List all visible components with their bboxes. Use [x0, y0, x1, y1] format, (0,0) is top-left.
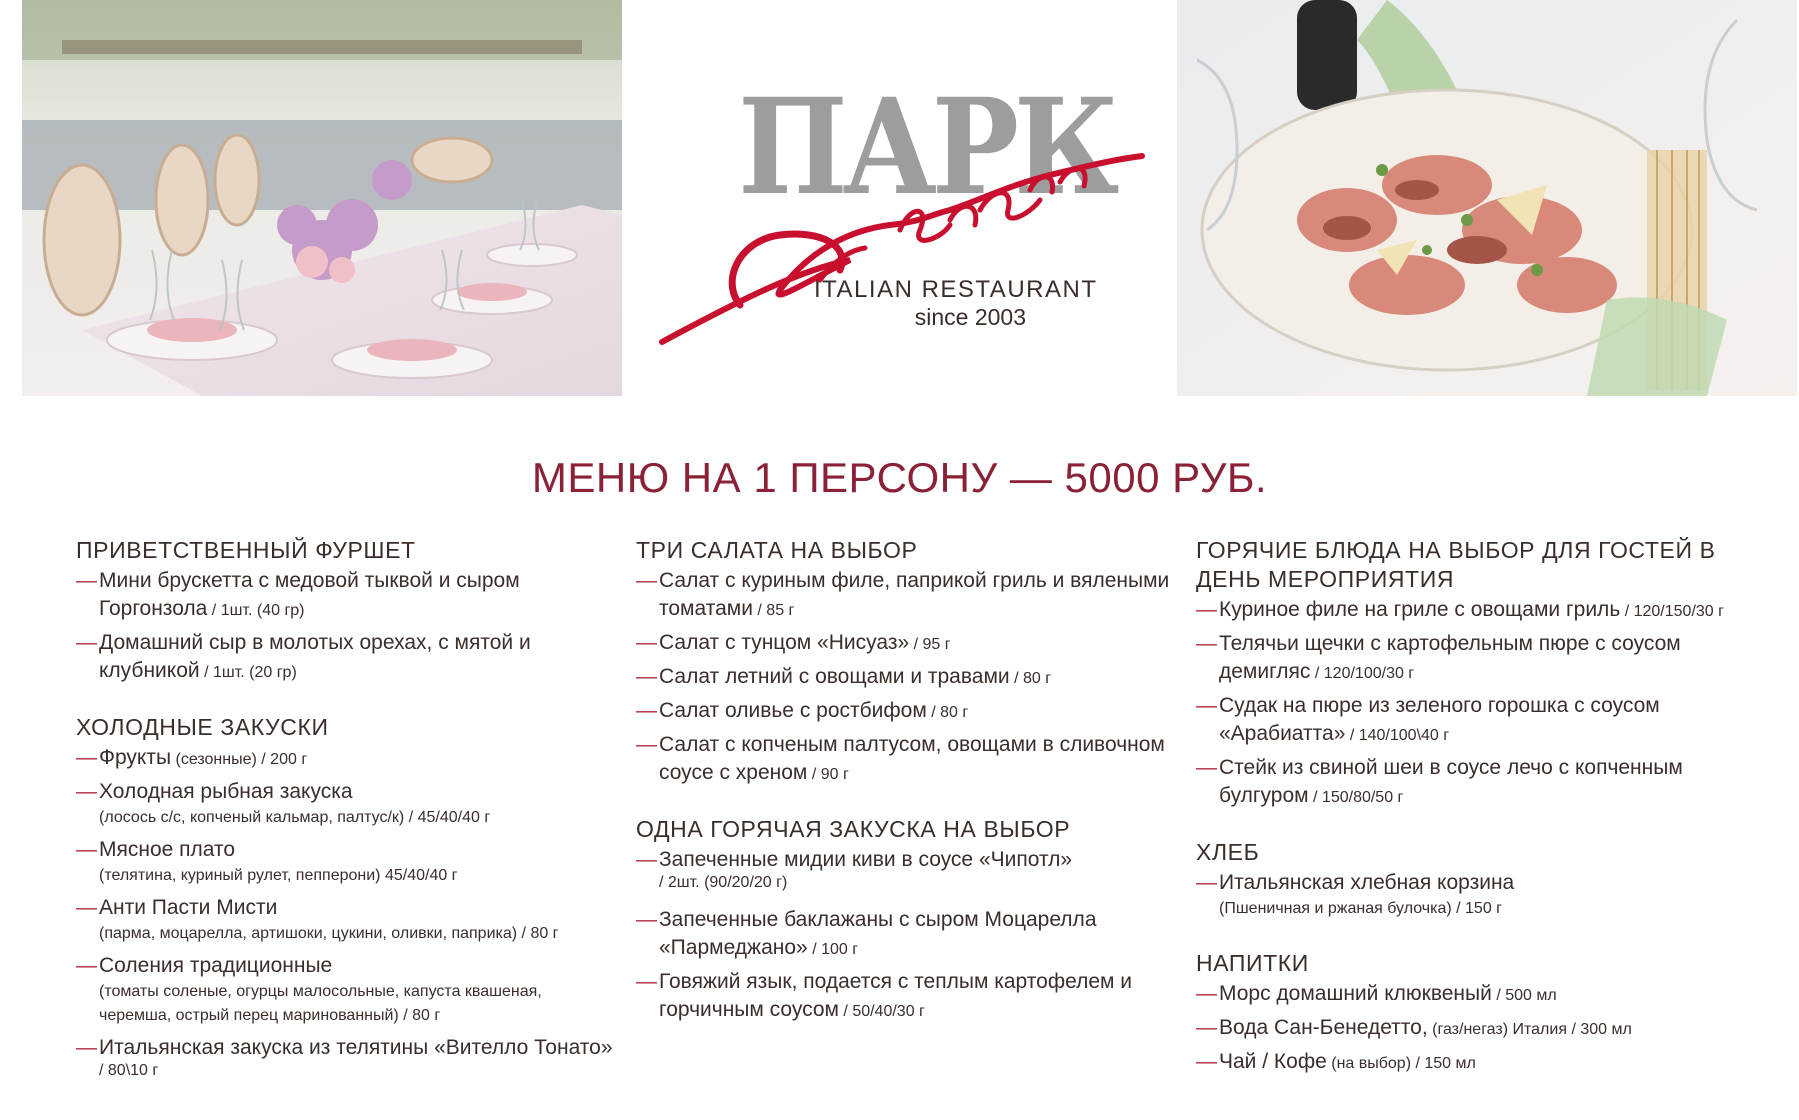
menu-section [1196, 838, 1766, 921]
item-name: Стейк из свиной шеи в соусе лечо с копченным булгуром [1219, 756, 1683, 807]
menu-item [636, 629, 1176, 657]
item-portion: / 90 г [811, 766, 849, 783]
item-portion: / 95 г [913, 636, 951, 653]
menu-item [1196, 980, 1766, 1008]
menu-item [76, 567, 616, 623]
menu-section [636, 536, 1176, 787]
item-name: Телячьи щечки с картофельным пюре с соусом демигляс [1219, 632, 1681, 683]
item-portion: / 80\10 г [99, 1062, 159, 1079]
item-name: Салат оливье с ростбифом [659, 699, 927, 722]
section-title: ГОРЯЧИЕ БЛЮДА НА ВЫБОР ДЛЯ ГОСТЕЙ В ДЕНЬ МЕРОПРИЯТИЯ [1196, 537, 1716, 592]
item-detail: (лосось с/с, копченый кальмар, палтус/к) [99, 809, 405, 826]
item-name: Вода Сан-Бенедетто, [1219, 1016, 1428, 1039]
restaurant-logo [650, 70, 1150, 360]
item-name: Салат с копченым палтусом, овощами в сливочном соусе с хреном [659, 733, 1165, 784]
logo-since: since 2003 [914, 304, 1026, 330]
menu-item [1196, 1048, 1766, 1076]
logo-script-signature [650, 130, 1150, 350]
item-portion: / 45/40/40 г [408, 809, 491, 826]
menu-item [76, 1034, 616, 1080]
item-portion: / 150 г [1456, 900, 1503, 917]
antipasto-plate-photo [1177, 0, 1797, 396]
item-portion: / 85 г [757, 602, 795, 619]
menu-title: МЕНЮ НА 1 ПЕРСОНУ — 5000 РУБ. [531, 454, 1268, 501]
item-detail: (газ/негаз) Италия [1432, 1021, 1567, 1038]
menu-item [1196, 630, 1766, 686]
item-name: Чай / Кофе [1219, 1050, 1327, 1073]
item-name: Судак на пюре из зеленого горошка с соусом «Арабиатта» [1219, 694, 1660, 745]
menu-item [1196, 754, 1766, 810]
menu-item [636, 663, 1176, 691]
item-name: Запеченные мидии киви в соусе «Чипотл» [659, 848, 1073, 871]
menu-item [636, 968, 1176, 1024]
item-name: Куриное филе на гриле с овощами гриль [1219, 598, 1621, 621]
item-detail: (Пшеничная и ржаная булочка) [1219, 900, 1452, 917]
menu-item [636, 567, 1176, 623]
menu-column-2 [636, 536, 1176, 1052]
item-portion: / 80 г [521, 925, 559, 942]
item-name: — Холодная рыбная закуска [99, 780, 353, 803]
menu-section [1196, 536, 1766, 810]
item-name: Мини брускетта с медовой тыквой и сыром Горгонзола [99, 569, 520, 620]
item-portion: / 120/150/30 г [1624, 603, 1724, 620]
section-title: НАПИТКИ [1196, 950, 1309, 976]
item-name: Салат с тунцом «Нисуаз» [659, 631, 910, 654]
menu-item [636, 846, 1176, 892]
item-portion: 45/40/40 г [384, 867, 458, 884]
menu-item [76, 629, 616, 685]
item-name: — Анти Пасти Мисти [99, 896, 278, 919]
section-title: ТРИ САЛАТА НА ВЫБОР [636, 537, 918, 563]
item-name: — Мясное плато [99, 838, 236, 861]
logo-subtitle: ITALIAN RESTAURANT [814, 276, 1098, 303]
menu-item [76, 744, 616, 772]
item-portion: / 2шт. (90/20/20 г) [659, 874, 788, 891]
menu-item [76, 894, 616, 946]
banquet-table-photo [22, 0, 622, 396]
menu-section [76, 536, 616, 685]
item-portion: / 80 г [931, 704, 969, 721]
item-name: Салат летний с овощами и травами [659, 665, 1010, 688]
item-name: Фрукты [99, 746, 172, 769]
item-detail: (парма, моцарелла, артишоки, цукини, оливки, паприка) [99, 925, 518, 942]
section-title: ХОЛОДНЫЕ ЗАКУСКИ [76, 714, 329, 740]
item-portion: / 1шт. (40 гр) [211, 602, 305, 619]
item-name: Говяжий язык, подается с теплым картофелем и горчичным соусом [659, 970, 1133, 1021]
item-portion: / 120/100/30 г [1314, 665, 1415, 682]
menu-item [76, 836, 616, 888]
menu-item [1196, 869, 1766, 921]
item-detail: (телятина, куриный рулет, пепперони) [99, 867, 381, 884]
item-portion: / 100 г [812, 941, 859, 958]
menu-item [76, 778, 616, 830]
item-detail: (на выбор) [1331, 1055, 1412, 1072]
menu-column-1 [76, 536, 616, 1108]
menu-item [1196, 1014, 1766, 1042]
item-portion: / 150 мл [1415, 1055, 1476, 1072]
item-name: Запеченные баклажаны с сыром Моцарелла «Пармеджано» [659, 908, 1097, 959]
item-portion: / 300 мл [1571, 1021, 1632, 1038]
section-title: ПРИВЕТСТВЕННЫЙ ФУРШЕТ [76, 537, 416, 563]
menu-item [636, 731, 1176, 787]
menu-item [636, 906, 1176, 962]
item-name: — Соления традиционные [99, 954, 333, 977]
menu-item [636, 697, 1176, 725]
item-portion: / 150/80/50 г [1313, 789, 1404, 806]
menu-item [1196, 596, 1766, 624]
item-portion: / 200 г [261, 751, 308, 768]
menu-section [1196, 949, 1766, 1076]
menu-section [636, 815, 1176, 1024]
item-portion: / 80 г [1014, 670, 1052, 687]
item-name: Салат с куриным филе, паприкой гриль и вялеными томатами [659, 569, 1170, 620]
menu-item [76, 952, 616, 1028]
item-detail: (томаты соленые, огурцы малосольные, капуста квашеная, черемша, острый перец маринованный) [99, 983, 542, 1024]
item-name: — Итальянская хлебная корзина [1219, 871, 1515, 894]
menu-section [76, 713, 616, 1080]
section-title: ОДНА ГОРЯЧАЯ ЗАКУСКА НА ВЫБОР [636, 816, 1071, 842]
menu-column-3 [1196, 536, 1766, 1104]
item-name: Домашний сыр в молотых орехах, с мятой и клубникой [99, 631, 531, 682]
menu-item [1196, 692, 1766, 748]
item-name: Морс домашний клюквеный [1219, 982, 1492, 1005]
item-detail: (сезонные) [175, 751, 257, 768]
logo-word: ПАРК [738, 70, 1115, 225]
item-portion: / 500 мл [1496, 987, 1557, 1004]
item-portion: / 1шт. (20 гр) [204, 664, 297, 681]
item-portion: / 140/100\40 г [1349, 727, 1450, 744]
section-title: ХЛЕБ [1196, 839, 1260, 865]
item-portion: / 80 г [403, 1007, 441, 1024]
item-portion: / 50/40/30 г [843, 1003, 925, 1020]
item-name: Итальянская закуска из телятины «Вителло Тонато» [99, 1036, 613, 1059]
